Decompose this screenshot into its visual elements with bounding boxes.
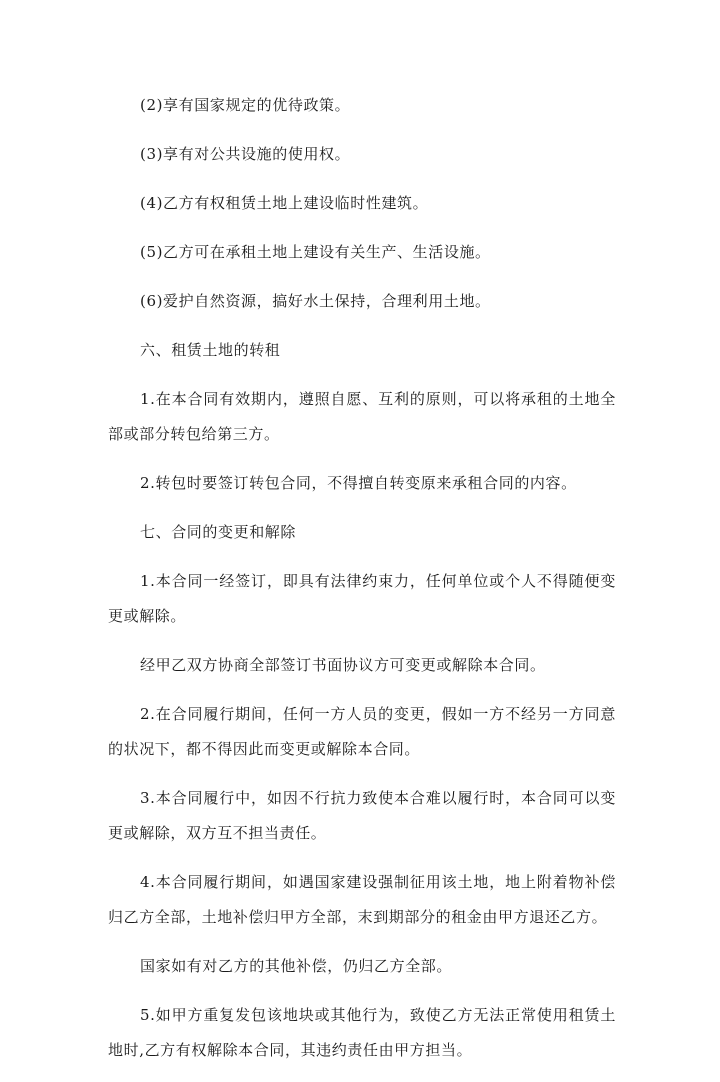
section-heading-change-termination: 七、合同的变更和解除 — [140, 523, 297, 541]
paragraph-state-compensation: 国家如有对乙方的其他补偿，仍归乙方全部。 — [140, 957, 453, 975]
section-heading-sublease: 六、租赁土地的转租 — [140, 341, 281, 359]
paragraph-change-4: 4.本合同履行期间，如遇国家建设强制征用该土地，地上附着物补偿归乙方全部，土地补偿归甲方全部，末到期部分的租金由甲方退还乙方。 — [108, 873, 616, 926]
paragraph-public-facilities: (3)享有对公共设施的使用权。 — [140, 145, 351, 163]
paragraph-production-facilities: (5)乙方可在承租土地上建设有关生产、生活设施。 — [140, 243, 491, 261]
paragraph-change-3: 3.本合同履行中，如因不行抗力致使本合难以履行时，本合同可以变更或解除，双方互不担当责任。 — [108, 789, 616, 842]
paragraph-change-agreement: 经甲乙双方协商全部签订书面协议方可变更或解除本合同。 — [140, 656, 546, 674]
paragraph-sublease-2: 2.转包时要签订转包合同，不得擅自转变原来承租合同的内容。 — [140, 474, 577, 492]
paragraph-temporary-buildings: (4)乙方有权租赁土地上建设临时性建筑。 — [140, 194, 429, 212]
paragraph-change-1: 1.本合同一经签订，即具有法律约束力，任何单位或个人不得随便变更或解除。 — [108, 572, 616, 625]
paragraph-preferential-policy: (2)享有国家规定的优待政策。 — [140, 96, 351, 114]
paragraph-sublease-1: 1.在本合同有效期内，遵照自愿、互利的原则，可以将承租的土地全部或部分转包给第三方。 — [108, 390, 616, 443]
paragraph-change-5: 5.如甲方重复发包该地块或其他行为，致使乙方无法正常使用租赁土地时,乙方有权解除本合同，其违约责任由甲方担当。 — [108, 1006, 616, 1059]
paragraph-natural-resources: (6)爱护自然资源，搞好水土保持，合理利用土地。 — [140, 292, 491, 310]
paragraph-change-2: 2.在合同履行期间，任何一方人员的变更，假如一方不经另一方同意的状况下，都不得因此而变更或解除本合同。 — [108, 705, 616, 758]
document-body — [108, 88, 616, 1082]
